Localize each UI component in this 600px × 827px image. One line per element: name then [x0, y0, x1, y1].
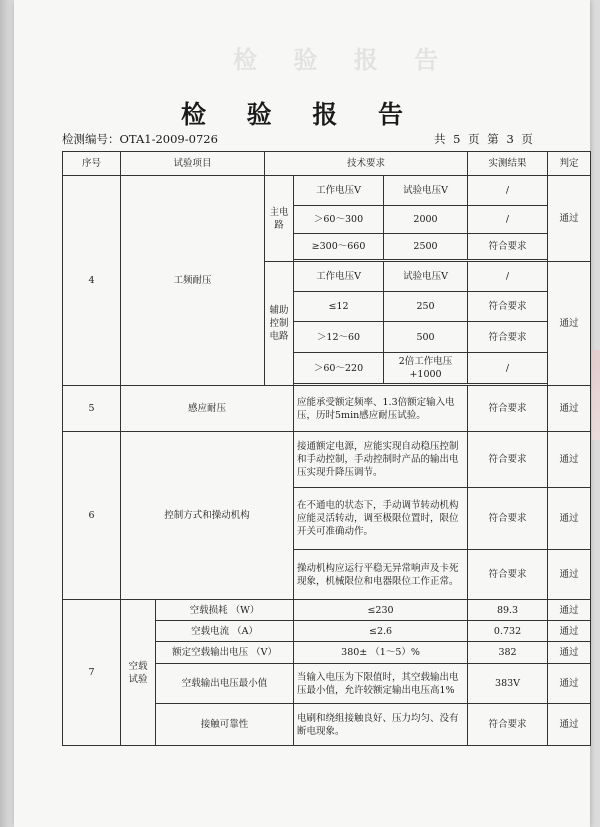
- aux-verdict: 通过: [548, 262, 591, 386]
- item7-verdict: 通过: [548, 664, 591, 704]
- aux-header-result: /: [468, 262, 548, 292]
- aux-voltage: ≤12: [294, 292, 384, 322]
- item4-no: 4: [63, 176, 121, 386]
- item7-name: 空载输出电压最小值: [156, 664, 294, 704]
- page-title: 检 验 报 告: [180, 100, 420, 129]
- item7-result: 382: [468, 642, 548, 664]
- item6-verdict: 通过: [548, 432, 591, 488]
- col-header-item: 试验项目: [121, 152, 265, 176]
- col-header-verdict: 判定: [548, 152, 591, 176]
- item6-name: 控制方式和操动机构: [121, 432, 294, 600]
- aux-voltage-header: 工作电压V: [294, 262, 384, 292]
- item6-verdict: 通过: [548, 488, 591, 550]
- item7-verdict: 通过: [548, 704, 591, 746]
- col-header-no: 序号: [63, 152, 121, 176]
- item7-requirement: ≤230: [294, 600, 468, 621]
- aux-test-header: 试验电压V: [384, 262, 468, 292]
- table-row: [63, 386, 591, 432]
- main-voltage-header: 工作电压V: [294, 176, 384, 206]
- main-test-voltage: 2500: [384, 234, 468, 260]
- item6-verdict: 通过: [548, 550, 591, 600]
- item7-result: 符合要求: [468, 704, 548, 746]
- aux-result: 符合要求: [468, 292, 548, 322]
- main-voltage: ≥300～660: [294, 234, 384, 260]
- report-number: 检测编号：OTA1-2009-0726: [62, 132, 218, 146]
- item7-verdict: 通过: [548, 600, 591, 621]
- item5-result: 符合要求: [468, 386, 548, 432]
- item7-requirement: 380± （1～5）%: [294, 642, 468, 664]
- aux-test-voltage: 250: [384, 292, 468, 322]
- col-header-requirement: 技术要求: [265, 152, 468, 176]
- item7-verdict: 通过: [548, 642, 591, 664]
- item7-requirement: 电刷和绕组接触良好、压力均匀、没有断电现象。: [294, 704, 468, 746]
- table-header-row: [63, 152, 591, 176]
- aux-voltage: ＞60～220: [294, 353, 384, 384]
- aux-circuit-label: 辅助控制电路: [265, 262, 294, 386]
- main-header-result: /: [468, 176, 548, 206]
- item5-requirement: 应能承受额定频率、1.3倍额定输入电压，历时5min感应耐压试验。: [294, 386, 468, 432]
- main-result: /: [468, 206, 548, 234]
- aux-result: 符合要求: [468, 322, 548, 353]
- main-circuit-label: 主电路: [265, 176, 294, 262]
- main-test-header: 试验电压V: [384, 176, 468, 206]
- item7-verdict: 通过: [548, 621, 591, 642]
- aux-result: /: [468, 353, 548, 384]
- page-info: 共 5 页 第 3 页: [434, 132, 535, 146]
- item6-result: 符合要求: [468, 488, 548, 550]
- item7-name: 空载损耗 （W）: [156, 600, 294, 621]
- report-table: [62, 151, 591, 746]
- main-voltage: ＞60～300: [294, 206, 384, 234]
- item7-result: 0.732: [468, 621, 548, 642]
- item6-result: 符合要求: [468, 550, 548, 600]
- item7-result: 89.3: [468, 600, 548, 621]
- item5-name: 感应耐压: [121, 386, 294, 432]
- item7-name: 接触可靠性: [156, 704, 294, 746]
- main-result: 符合要求: [468, 234, 548, 260]
- item4-name: 工频耐压: [121, 176, 265, 386]
- main-verdict: 通过: [548, 176, 591, 262]
- item7-no: 7: [63, 600, 121, 746]
- seal-stamp-edge: [592, 350, 600, 440]
- item5-no: 5: [63, 386, 121, 432]
- col-header-result: 实测结果: [468, 152, 548, 176]
- item7-requirement: 当输入电压为下限值时，其空载输出电压最小值，允许较额定输出电压高1%: [294, 664, 468, 704]
- item6-result: 符合要求: [468, 432, 548, 488]
- item6-requirement: 接通额定电源，应能实现自动稳压控制和手动控制，手动控制时产品的输出电压实现升降压调节。: [294, 432, 468, 488]
- item7-requirement: ≤2.6: [294, 621, 468, 642]
- table-row: [63, 600, 591, 621]
- table-row: [63, 176, 591, 206]
- item7-name: 空载电流 （A）: [156, 621, 294, 642]
- item5-verdict: 通过: [548, 386, 591, 432]
- item7-result: 383V: [468, 664, 548, 704]
- table-row: [63, 432, 591, 488]
- item6-no: 6: [63, 432, 121, 600]
- aux-test-voltage: 500: [384, 322, 468, 353]
- item7-group: 空载试验: [121, 600, 156, 746]
- item6-requirement: 操动机构应运行平稳无异常响声及卡死现象，机械限位和电器限位工作正常。: [294, 550, 468, 600]
- bleed-through-title: 检 验 报 告: [233, 45, 453, 74]
- main-test-voltage: 2000: [384, 206, 468, 234]
- item6-requirement: 在不通电的状态下，手动调节转动机构应能灵活转动，调至极限位置时，限位开关可准确动作。: [294, 488, 468, 550]
- item7-name: 额定空载输出电压 （V）: [156, 642, 294, 664]
- aux-voltage: ＞12～60: [294, 322, 384, 353]
- aux-test-voltage: 2倍工作电压+1000: [384, 353, 468, 384]
